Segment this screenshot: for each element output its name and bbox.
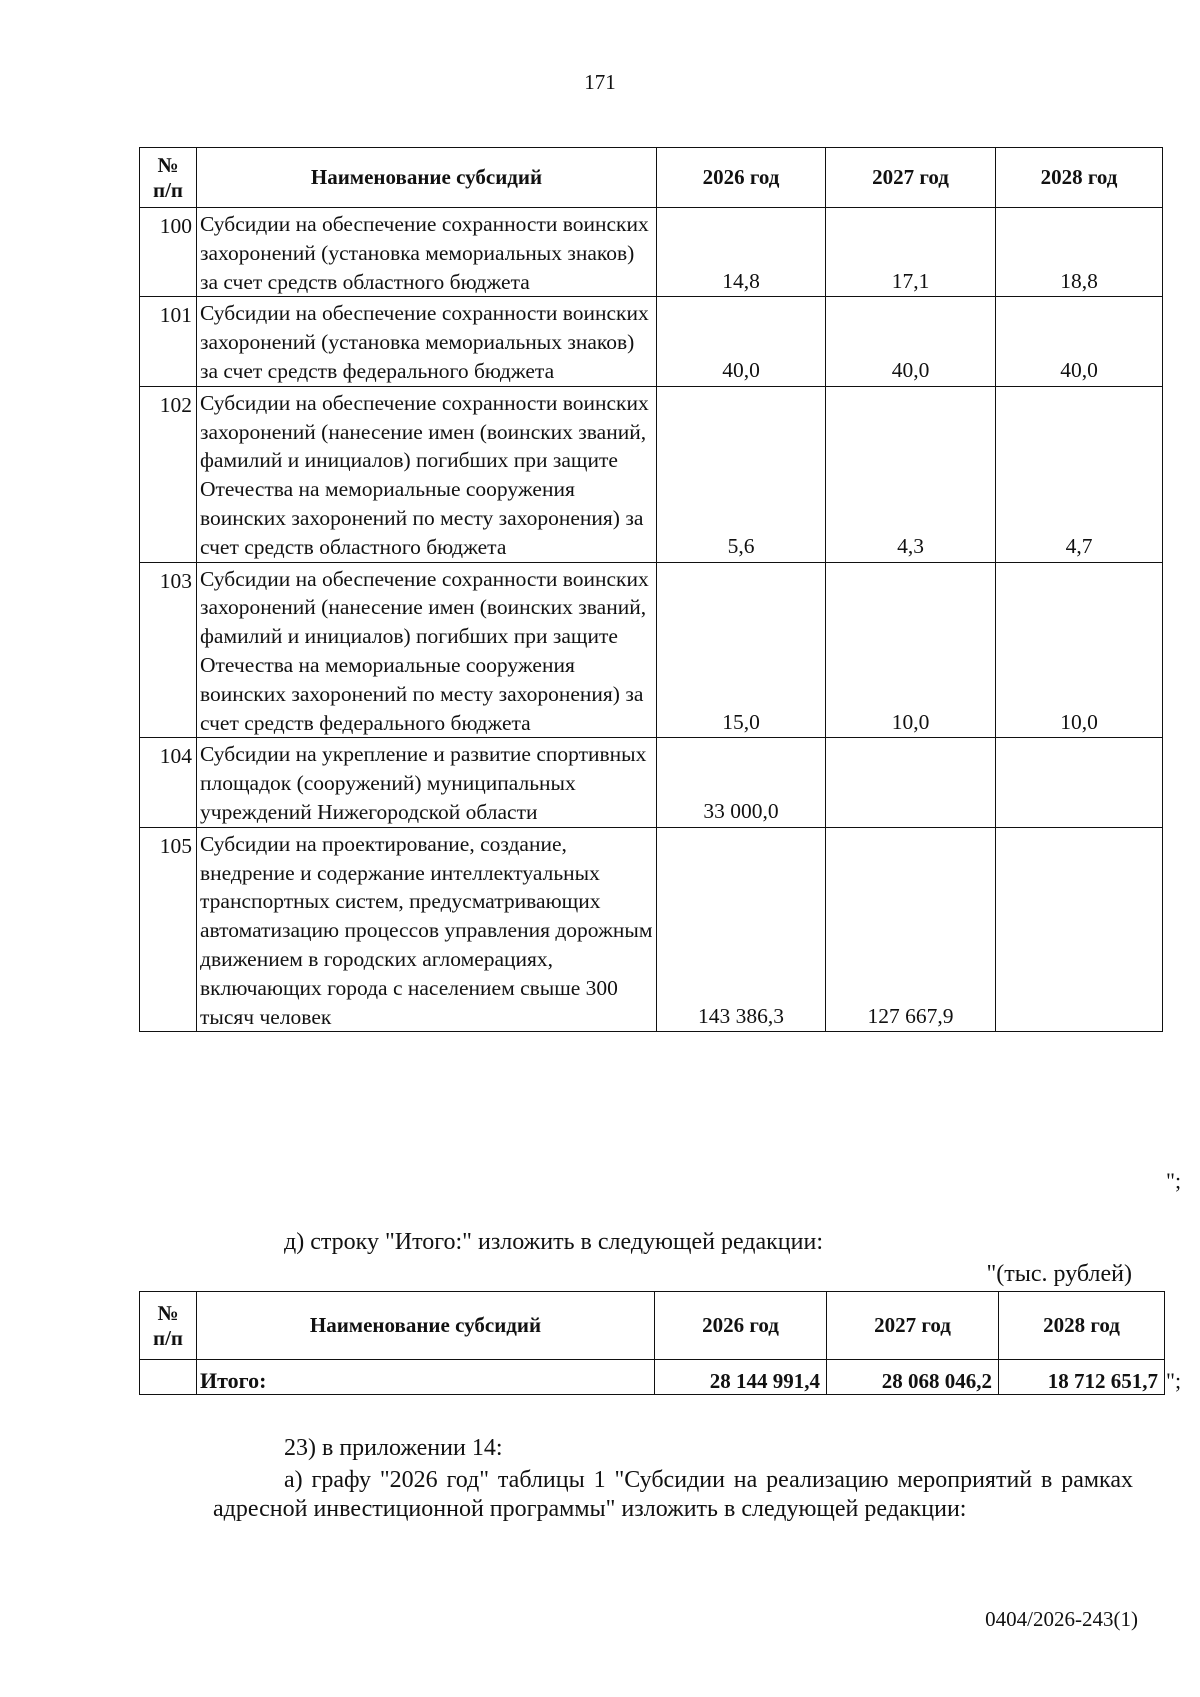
- total-num: [140, 1360, 197, 1395]
- value-2028: [996, 827, 1163, 1032]
- value-2026: 40,0: [657, 297, 826, 386]
- table-row: [140, 827, 1163, 1032]
- row-number: 100: [140, 208, 197, 297]
- table-row: [140, 208, 1163, 297]
- row-number: 103: [140, 562, 197, 738]
- total-table: [139, 1291, 1165, 1395]
- value-2027: 40,0: [826, 297, 996, 386]
- subsidy-name: Субсидии на укрепление и развитие спортивных площадок (сооружений) муниципальных учреждений Нижегородской области: [197, 738, 657, 827]
- units-label: "(тыс. рублей): [986, 1261, 1132, 1287]
- header-2028: 2028 год: [996, 148, 1163, 208]
- row-number: 101: [140, 297, 197, 386]
- total-row: [140, 1360, 1165, 1395]
- total-header-row: [140, 1292, 1165, 1360]
- value-2027: [826, 738, 996, 827]
- value-2026: 14,8: [657, 208, 826, 297]
- row-number: 102: [140, 386, 197, 562]
- header-num: № п/п: [140, 148, 197, 208]
- table-row: [140, 297, 1163, 386]
- total-2028: 18 712 651,7: [999, 1360, 1165, 1395]
- paragraph-23: 23) в приложении 14:: [284, 1435, 503, 1461]
- value-2027: 10,0: [826, 562, 996, 738]
- subsidy-name: Субсидии на проектирование, создание, внедрение и содержание интеллектуальных транспортных систем, предусматривающих автоматизацию процессов управления дорожным движением в городских агломерациях, включающих города с населением свыше 300 тысяч человек: [197, 827, 657, 1032]
- subsidy-name: Субсидии на обеспечение сохранности воинских захоронений (установка мемориальных знаков) за счет средств областного бюджета: [197, 208, 657, 297]
- value-2027: 127 667,9: [826, 827, 996, 1032]
- total-2026: 28 144 991,4: [655, 1360, 827, 1395]
- header-2027: 2027 год: [827, 1292, 999, 1360]
- header-2026: 2026 год: [657, 148, 826, 208]
- paragraph-a: а) графу "2026 год" таблицы 1 "Субсидии на реализацию мероприятий в рамках адресной инвестиционной программы" изложить в следующей редакции:: [213, 1467, 1133, 1522]
- total-2027: 28 068 046,2: [827, 1360, 999, 1395]
- value-2028: [996, 738, 1163, 827]
- value-2026: 15,0: [657, 562, 826, 738]
- document-code: 0404/2026-243(1): [985, 1607, 1138, 1631]
- value-2027: 17,1: [826, 208, 996, 297]
- table-row: [140, 386, 1163, 562]
- table-row: [140, 738, 1163, 827]
- total-end-mark: ";: [1166, 1368, 1182, 1393]
- value-2028: 10,0: [996, 562, 1163, 738]
- row-number: 104: [140, 738, 197, 827]
- table-end-mark: ";: [1166, 1168, 1182, 1193]
- header-2028: 2028 год: [999, 1292, 1165, 1360]
- value-2028: 4,7: [996, 386, 1163, 562]
- header-2026: 2026 год: [655, 1292, 827, 1360]
- subsidy-name: Субсидии на обеспечение сохранности воинских захоронений (нанесение имен (воинских званий, фамилий и инициалов) погибших при защите Отечества на мемориальные сооружения воинских захоронений по месту захоронения) за счет средств федерального бюджета: [197, 562, 657, 738]
- table-header-row: [140, 148, 1163, 208]
- paragraph-d: д) строку "Итого:" изложить в следующей редакции:: [284, 1229, 824, 1255]
- subsidies-table: [139, 147, 1163, 1032]
- subsidy-name: Субсидии на обеспечение сохранности воинских захоронений (установка мемориальных знаков) за счет средств федерального бюджета: [197, 297, 657, 386]
- value-2028: 18,8: [996, 208, 1163, 297]
- value-2026: 143 386,3: [657, 827, 826, 1032]
- header-2027: 2027 год: [826, 148, 996, 208]
- table-row: [140, 562, 1163, 738]
- header-name: Наименование субсидий: [197, 1292, 655, 1360]
- header-num: № п/п: [140, 1292, 197, 1360]
- header-name: Наименование субсидий: [197, 148, 657, 208]
- value-2026: 33 000,0: [657, 738, 826, 827]
- page-number: 171: [584, 70, 616, 94]
- total-label: Итого:: [197, 1360, 655, 1395]
- row-number: 105: [140, 827, 197, 1032]
- subsidy-name: Субсидии на обеспечение сохранности воинских захоронений (нанесение имен (воинских званий, фамилий и инициалов) погибших при защите Отечества на мемориальные сооружения воинских захоронений по месту захоронения) за счет средств областного бюджета: [197, 386, 657, 562]
- value-2027: 4,3: [826, 386, 996, 562]
- value-2028: 40,0: [996, 297, 1163, 386]
- value-2026: 5,6: [657, 386, 826, 562]
